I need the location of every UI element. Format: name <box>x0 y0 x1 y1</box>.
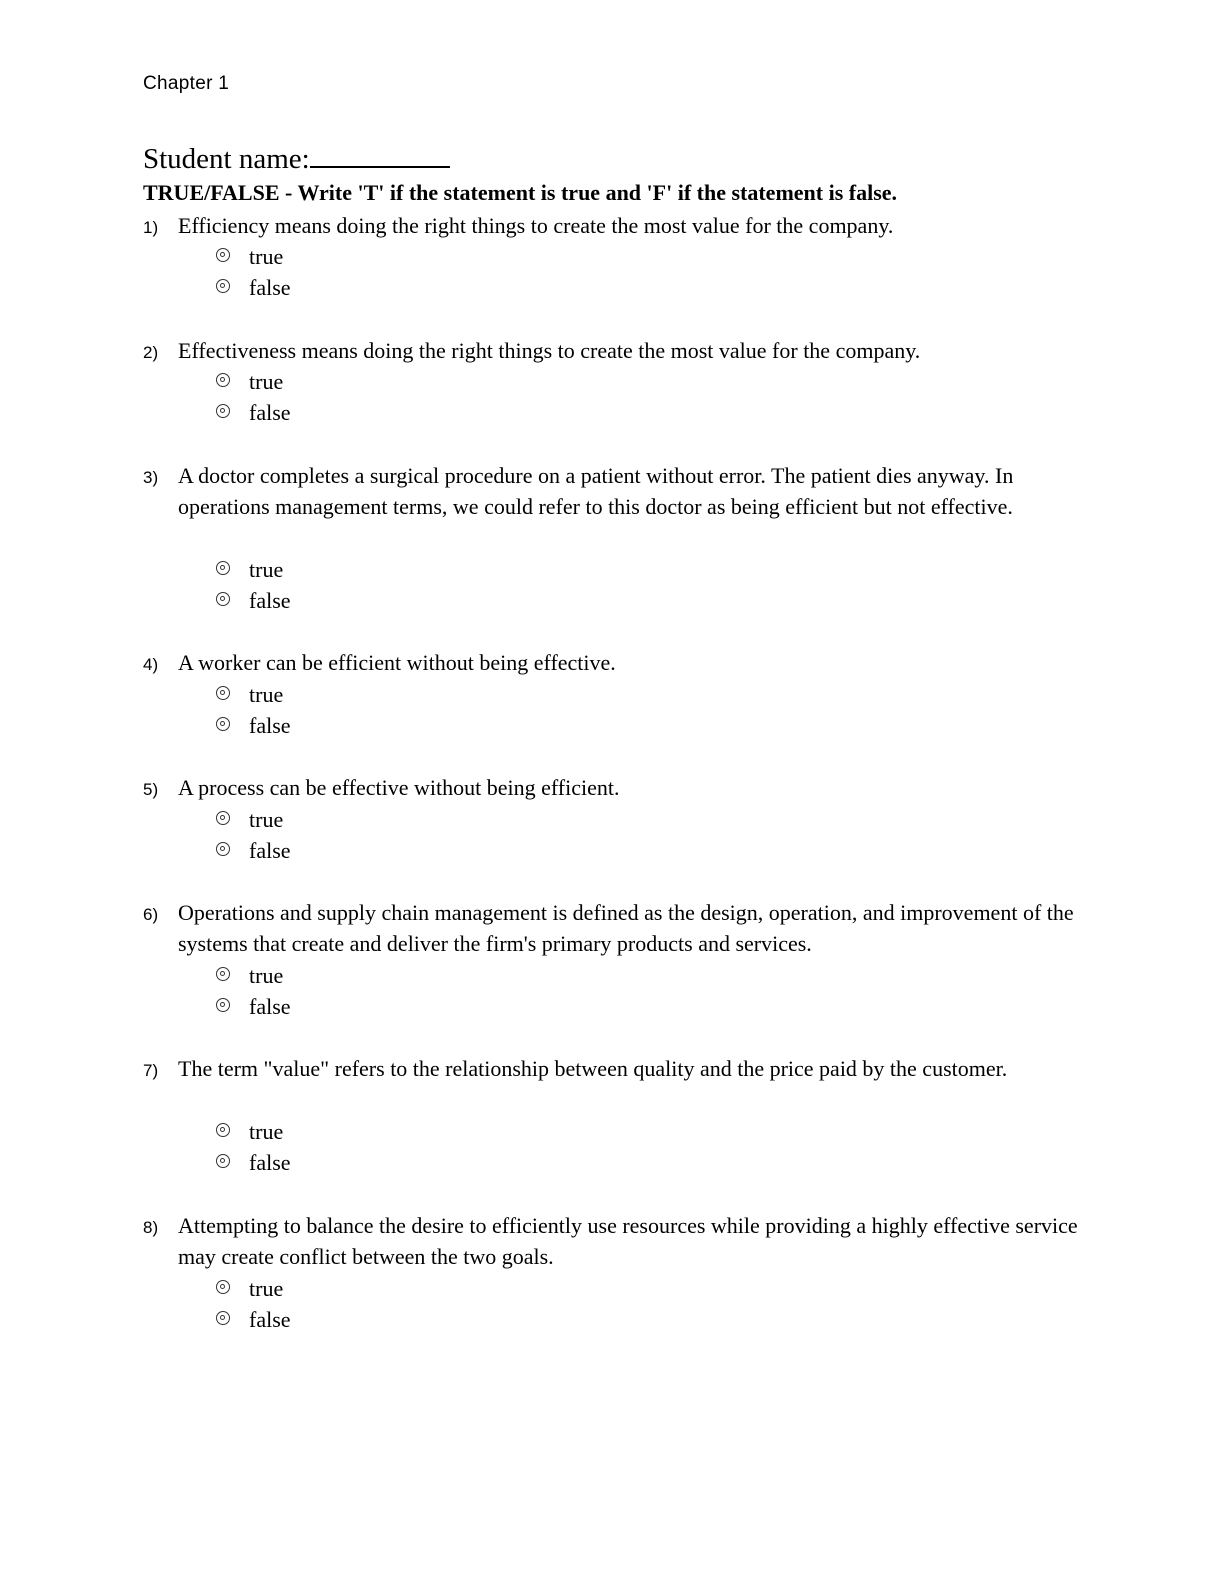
radio-icon[interactable] <box>216 998 230 1012</box>
student-name-blank[interactable] <box>310 142 450 168</box>
radio-icon[interactable] <box>216 1311 230 1325</box>
question-number: 2) <box>143 343 159 362</box>
option-label: false <box>249 838 291 863</box>
option-label: false <box>249 400 291 425</box>
radio-icon[interactable] <box>216 686 230 700</box>
radio-icon[interactable] <box>216 561 230 575</box>
radio-icon[interactable] <box>216 1154 230 1168</box>
instructions: TRUE/FALSE - Write 'T' if the statement is true and 'F' if the statement is false. <box>143 180 898 205</box>
option-label: true <box>249 807 284 832</box>
option-label: false <box>249 588 291 613</box>
question-number: 3) <box>143 468 159 487</box>
chapter-heading: Chapter 1 <box>143 73 230 94</box>
question-text: The term "value" refers to the relationship between quality and the price paid by the customer. <box>178 1056 1008 1081</box>
question-text: A doctor completes a surgical procedure on a patient without error. The patient dies anyway. In operations management terms, we could refer to this doctor as being efficient but not effective. <box>178 463 1014 520</box>
option-label: true <box>249 557 284 582</box>
student-name-line <box>143 141 450 177</box>
radio-icon[interactable] <box>216 967 230 981</box>
radio-icon[interactable] <box>216 279 230 293</box>
option-label: false <box>249 275 291 300</box>
student-name-label: Student name: <box>143 143 310 175</box>
question-number: 5) <box>143 780 159 799</box>
question-text: Efficiency means doing the right things to create the most value for the company. <box>178 213 894 238</box>
radio-icon[interactable] <box>216 717 230 731</box>
question-text: A process can be effective without being efficient. <box>178 775 620 800</box>
radio-icon[interactable] <box>216 1280 230 1294</box>
question-number: 6) <box>143 905 159 924</box>
question-text: Attempting to balance the desire to efficiently use resources while providing a highly effective service may create conflict between the two goals. <box>178 1213 1078 1270</box>
question-number: 4) <box>143 655 159 674</box>
option-label: false <box>249 1307 291 1332</box>
question-number: 1) <box>143 218 159 237</box>
question-number: 8) <box>143 1218 159 1237</box>
option-label: true <box>249 682 284 707</box>
question-text: Operations and supply chain management is defined as the design, operation, and improvement of the systems that create and deliver the firm's primary products and services. <box>178 900 1074 957</box>
radio-icon[interactable] <box>216 592 230 606</box>
radio-icon[interactable] <box>216 248 230 262</box>
radio-icon[interactable] <box>216 404 230 418</box>
radio-icon[interactable] <box>216 842 230 856</box>
option-label: true <box>249 963 284 988</box>
question-text: Effectiveness means doing the right things to create the most value for the company. <box>178 338 921 363</box>
question-number: 7) <box>143 1061 159 1080</box>
option-label: true <box>249 369 284 394</box>
option-label: true <box>249 1276 284 1301</box>
option-label: true <box>249 1119 284 1144</box>
option-label: true <box>249 244 284 269</box>
radio-icon[interactable] <box>216 811 230 825</box>
option-label: false <box>249 713 291 738</box>
option-label: false <box>249 994 291 1019</box>
option-label: false <box>249 1150 291 1175</box>
radio-icon[interactable] <box>216 1123 230 1137</box>
question-text: A worker can be efficient without being effective. <box>178 650 616 675</box>
radio-icon[interactable] <box>216 373 230 387</box>
